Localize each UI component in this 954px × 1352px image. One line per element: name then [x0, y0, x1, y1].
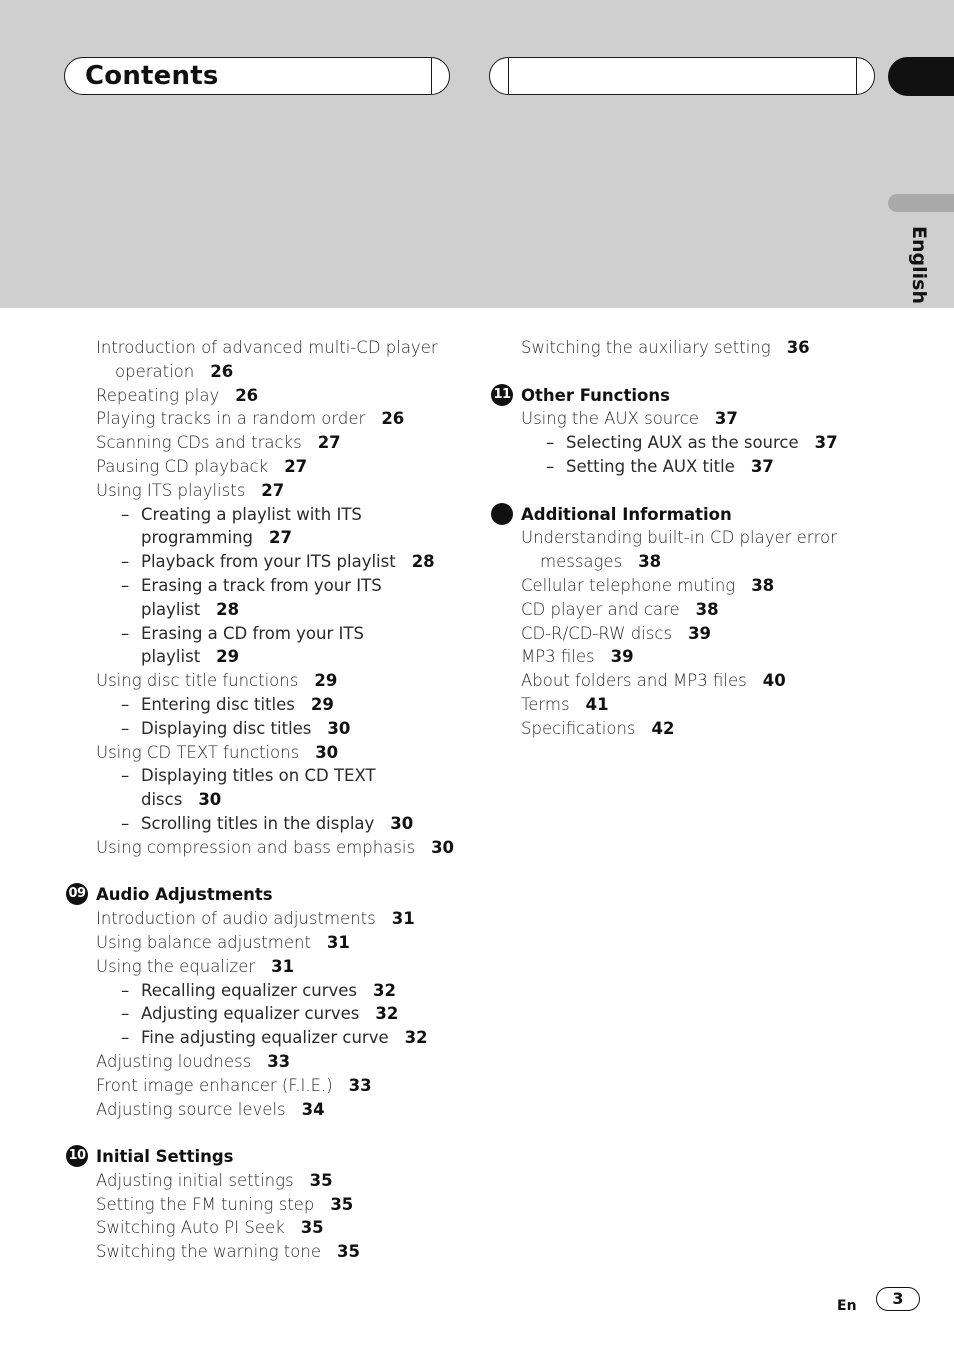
- toc-entry[interactable]: [96, 1216, 466, 1240]
- toc-left-column: [68, 336, 466, 1264]
- toc-entry-text: Using CD TEXT functions: [96, 742, 300, 762]
- toc-entry-line: [96, 360, 466, 384]
- sub-entry-dash: –: [121, 980, 130, 1000]
- toc-entry-line: [141, 503, 466, 527]
- language-tab-label: English: [908, 226, 930, 304]
- toc-page-number: 32: [404, 1028, 428, 1048]
- toc-page-number: 37: [814, 433, 838, 453]
- toc-entry-text: Switching the warning tone: [96, 1242, 321, 1262]
- toc-sub-entry[interactable]: [96, 550, 466, 574]
- toc-page-number: 29: [216, 647, 240, 667]
- page-number: 3: [876, 1287, 920, 1311]
- sub-entry-dash: –: [121, 1004, 130, 1024]
- toc-page-number: 30: [431, 837, 455, 857]
- toc-entry[interactable]: [96, 407, 466, 431]
- toc-entry-line: [566, 431, 851, 455]
- toc-page-number: 38: [695, 599, 719, 619]
- toc-entry-line: [141, 979, 466, 1003]
- toc-entry[interactable]: [96, 1074, 466, 1098]
- toc-page-number: 37: [750, 456, 774, 476]
- toc-entry[interactable]: [96, 955, 466, 979]
- toc-entry-text: Terms: [521, 694, 570, 714]
- toc-entry[interactable]: [96, 741, 466, 765]
- pill-divider: [431, 58, 432, 94]
- toc-entry-line: [141, 526, 466, 550]
- toc-sub-entry[interactable]: [96, 717, 466, 741]
- toc-entry-text: operation: [115, 361, 195, 381]
- footer-language-code: En: [837, 1298, 857, 1314]
- toc-entry-line: [96, 336, 466, 360]
- toc-entry-text: CD player and care: [521, 599, 680, 619]
- toc-entry-text: About folders and MP3 files: [521, 671, 747, 691]
- toc-page-number: 31: [271, 956, 295, 976]
- sub-entry-dash: –: [121, 694, 130, 714]
- toc-entry-line: [521, 717, 851, 741]
- toc-entry-text: Specifications: [521, 718, 636, 738]
- pill-divider: [508, 58, 509, 94]
- toc-entry-line: [141, 788, 466, 812]
- toc-entry-text: Selecting AUX as the source: [566, 433, 799, 453]
- toc-entry-line: [96, 955, 466, 979]
- language-tab-marker: [888, 194, 954, 212]
- toc-entry-text: Displaying disc titles: [141, 718, 312, 738]
- toc-page-number: 35: [309, 1170, 333, 1190]
- toc-entry-line: [141, 622, 466, 646]
- sub-entry-dash: –: [546, 456, 555, 476]
- toc-entry-text: Setting the FM tuning step: [96, 1194, 315, 1214]
- toc-entry-text: Scanning CDs and tracks: [96, 433, 302, 453]
- toc-entry-text: messages: [540, 552, 623, 572]
- toc-entry-line: [96, 907, 466, 931]
- toc-entry-line: [96, 836, 466, 860]
- toc-entry-text: MP3 files: [521, 647, 595, 667]
- toc-entry-line: [141, 717, 466, 741]
- toc-entry-text: Introduction of audio adjustments: [96, 909, 376, 929]
- toc-entry[interactable]: [96, 836, 466, 860]
- toc-entry-text: Switching the auxiliary setting: [521, 338, 771, 357]
- toc-entry-text: Repeating play: [96, 385, 220, 405]
- toc-sub-entry[interactable]: [96, 979, 466, 1003]
- toc-page-number: 30: [198, 790, 222, 810]
- toc-entry-text: Scrolling titles in the display: [141, 813, 375, 833]
- toc-entry-text: Creating a playlist with ITS: [141, 504, 362, 524]
- toc-entry-line: [96, 479, 466, 503]
- section-title: Audio Adjustments: [96, 885, 273, 905]
- toc-entry-text: Adjusting loudness: [96, 1051, 252, 1071]
- toc-entry-text: Playback from your ITS playlist: [141, 552, 396, 572]
- toc-entry-text: discs: [141, 790, 183, 810]
- sub-entry-dash: –: [121, 504, 130, 524]
- page-title: Contents: [85, 61, 219, 91]
- toc-entry[interactable]: [521, 526, 851, 574]
- sub-entry-dash: –: [546, 433, 555, 453]
- toc-entry-text: Adjusting initial settings: [96, 1170, 294, 1190]
- toc-page-number: 29: [314, 671, 338, 691]
- toc-page-number: 38: [638, 552, 662, 572]
- toc-entry-text: Using ITS playlists: [96, 480, 246, 500]
- toc-entry-text: Front image enhancer (F.I.E.): [96, 1075, 333, 1095]
- toc-entry-line: [96, 1050, 466, 1074]
- toc-entry[interactable]: [96, 907, 466, 931]
- toc-page-number: 27: [261, 480, 285, 500]
- toc-page-number: 27: [317, 433, 341, 453]
- toc-entry-line: [96, 407, 466, 431]
- toc-entry-line: [521, 598, 851, 622]
- toc-entry-text: Introduction of advanced multi-CD player: [96, 338, 438, 357]
- sub-entry-dash: –: [121, 718, 130, 738]
- toc-entry[interactable]: [521, 574, 851, 598]
- toc-entry-line: [521, 526, 851, 550]
- sub-entry-dash: –: [121, 623, 130, 643]
- toc-entry-line: [521, 693, 851, 717]
- toc-page-number: 28: [216, 599, 240, 619]
- toc-entry-text: Erasing a CD from your ITS: [141, 623, 364, 643]
- toc-sub-entry[interactable]: [96, 812, 466, 836]
- toc-entry-line: [141, 645, 466, 669]
- toc-entry-line: [521, 550, 851, 574]
- section-title: Other Functions: [521, 385, 670, 405]
- toc-entry-text: Fine adjusting equalizer curve: [141, 1028, 389, 1048]
- toc-entry-line: [521, 669, 851, 693]
- toc-page-number: 29: [310, 694, 334, 714]
- toc-entry-line: [96, 431, 466, 455]
- toc-entry[interactable]: [521, 717, 851, 741]
- toc-sub-entry[interactable]: [96, 622, 466, 670]
- toc-entry-line: [141, 550, 466, 574]
- toc-entry-text: programming: [141, 528, 254, 548]
- toc-sub-entry[interactable]: [96, 503, 466, 551]
- toc-entry-text: Pausing CD playback: [96, 456, 269, 476]
- toc-entry[interactable]: [96, 479, 466, 503]
- section-heading: [493, 384, 851, 408]
- toc-entry-line: [521, 336, 851, 360]
- toc-entry[interactable]: [96, 336, 466, 384]
- toc-sub-entry[interactable]: [96, 1026, 466, 1050]
- toc-sub-entry[interactable]: [521, 455, 851, 479]
- toc-entry-text: Recalling equalizer curves: [141, 980, 358, 1000]
- toc-page-number: 26: [235, 385, 259, 405]
- toc-entry-text: Displaying titles on CD TEXT: [141, 766, 376, 786]
- section-number-badge: 09: [66, 883, 88, 905]
- toc-entry-text: CD-R/CD-RW discs: [521, 623, 673, 643]
- toc-entry[interactable]: [521, 645, 851, 669]
- toc-page-number: 39: [688, 623, 712, 643]
- toc-page-number: 32: [375, 1004, 399, 1024]
- toc-entry-line: [141, 764, 466, 788]
- section-title: Additional Information: [521, 504, 732, 524]
- section-heading: [68, 883, 466, 907]
- toc-entry-text: Using compression and bass emphasis: [96, 837, 416, 857]
- toc-sub-entry[interactable]: [96, 1002, 466, 1026]
- toc-page-number: 31: [326, 932, 350, 952]
- section-title: Initial Settings: [96, 1147, 234, 1167]
- toc-page-number: 31: [391, 909, 415, 929]
- toc-entry-line: [141, 1002, 466, 1026]
- toc-entry[interactable]: [96, 1240, 466, 1264]
- toc-entry-line: [141, 1026, 466, 1050]
- toc-page-number: 35: [330, 1194, 354, 1214]
- toc-entry-line: [96, 669, 466, 693]
- toc-entry[interactable]: [96, 1050, 466, 1074]
- toc-sub-entry[interactable]: [521, 431, 851, 455]
- header-band: [0, 0, 954, 308]
- section-heading: [521, 503, 851, 527]
- toc-entry-line: [141, 693, 466, 717]
- blank-pill: [489, 57, 875, 95]
- toc-entry[interactable]: [521, 598, 851, 622]
- toc-entry-text: Using disc title functions: [96, 671, 299, 691]
- toc-sub-entry[interactable]: [96, 574, 466, 622]
- toc-entry[interactable]: [96, 384, 466, 408]
- toc-page-number: 36: [786, 338, 810, 357]
- toc-entry-text: Adjusting equalizer curves: [141, 1004, 360, 1024]
- toc-entry[interactable]: [521, 407, 851, 431]
- toc-entry-line: [521, 407, 851, 431]
- toc-entry[interactable]: [96, 1193, 466, 1217]
- toc-entry-text: Erasing a track from your ITS: [141, 575, 382, 595]
- toc-page-number: 30: [390, 813, 414, 833]
- toc-page-number: 35: [336, 1242, 360, 1262]
- toc-entry-text: Understanding built-in CD player error: [521, 528, 837, 548]
- toc-entry-line: [521, 645, 851, 669]
- toc-entry-text: Using the equalizer: [96, 956, 256, 976]
- title-pill: [64, 57, 450, 95]
- toc-entry[interactable]: [521, 669, 851, 693]
- toc-page-number: 27: [284, 456, 308, 476]
- toc-page-number: 26: [381, 409, 405, 429]
- section-number-badge: [491, 503, 513, 525]
- toc-entry-line: [96, 1240, 466, 1264]
- toc-entry-text: playlist: [141, 599, 201, 619]
- toc-entry[interactable]: [96, 931, 466, 955]
- toc-page-number: 33: [348, 1075, 372, 1095]
- toc-entry-line: [96, 384, 466, 408]
- toc-page-number: 26: [210, 361, 234, 381]
- toc-entry-text: Switching Auto PI Seek: [96, 1218, 285, 1238]
- toc-entry-text: Playing tracks in a random order: [96, 409, 366, 429]
- toc-entry-text: Using balance adjustment: [96, 932, 311, 952]
- toc-entry[interactable]: [96, 431, 466, 455]
- toc-page-number: 30: [315, 742, 339, 762]
- toc-entry-text: playlist: [141, 647, 201, 667]
- sub-entry-dash: –: [121, 813, 130, 833]
- sub-entry-dash: –: [121, 552, 130, 572]
- sub-entry-dash: –: [121, 1028, 130, 1048]
- toc-page-number: 33: [267, 1051, 291, 1071]
- toc-page-number: 28: [411, 552, 435, 572]
- toc-page-number: 34: [301, 1099, 325, 1119]
- toc-page-number: 42: [651, 718, 675, 738]
- toc-entry-line: [96, 1193, 466, 1217]
- toc-entry-text: Setting the AUX title: [566, 456, 735, 476]
- toc-entry-line: [96, 1098, 466, 1122]
- toc-entry[interactable]: [96, 1169, 466, 1193]
- toc-entry-text: Adjusting source levels: [96, 1099, 286, 1119]
- toc-entry-line: [96, 741, 466, 765]
- toc-entry-text: Entering disc titles: [141, 694, 295, 714]
- toc-page-number: 40: [762, 671, 786, 691]
- toc-sub-entry[interactable]: [96, 693, 466, 717]
- toc-entry-line: [521, 622, 851, 646]
- toc-entry[interactable]: [96, 669, 466, 693]
- toc-page-number: 35: [300, 1218, 324, 1238]
- chapter-tab: [888, 57, 954, 96]
- toc-entry[interactable]: [521, 622, 851, 646]
- toc-entry-text: Using the AUX source: [521, 409, 699, 429]
- toc-sub-entry[interactable]: [96, 764, 466, 812]
- pill-divider: [856, 58, 857, 94]
- toc-entry[interactable]: [96, 455, 466, 479]
- section-heading: [68, 1145, 466, 1169]
- toc-page-number: 41: [585, 694, 609, 714]
- toc-entry[interactable]: [521, 336, 851, 360]
- toc-entry-line: [96, 1169, 466, 1193]
- toc-entry-line: [96, 1216, 466, 1240]
- toc-entry-line: [141, 574, 466, 598]
- sub-entry-dash: –: [121, 766, 130, 786]
- section-number-badge: 11: [491, 384, 513, 406]
- toc-page-number: 32: [373, 980, 396, 1000]
- toc-page-number: 39: [610, 647, 634, 667]
- toc-right-column: [493, 336, 851, 741]
- toc-entry-line: [141, 598, 466, 622]
- toc-page-number: 27: [269, 528, 292, 548]
- toc-entry-line: [521, 574, 851, 598]
- toc-page-number: 30: [327, 718, 351, 738]
- toc-entry-text: Cellular telephone muting: [521, 575, 736, 595]
- toc-page-number: 38: [751, 575, 775, 595]
- sub-entry-dash: –: [121, 575, 130, 595]
- toc-entry[interactable]: [96, 1098, 466, 1122]
- toc-entry-line: [96, 455, 466, 479]
- toc-entry[interactable]: [521, 693, 851, 717]
- toc-entry-line: [566, 455, 851, 479]
- section-number-badge: 10: [66, 1145, 88, 1167]
- toc-entry-line: [96, 931, 466, 955]
- toc-entry-line: [141, 812, 466, 836]
- toc-entry-line: [96, 1074, 466, 1098]
- toc-page-number: 37: [714, 409, 738, 429]
